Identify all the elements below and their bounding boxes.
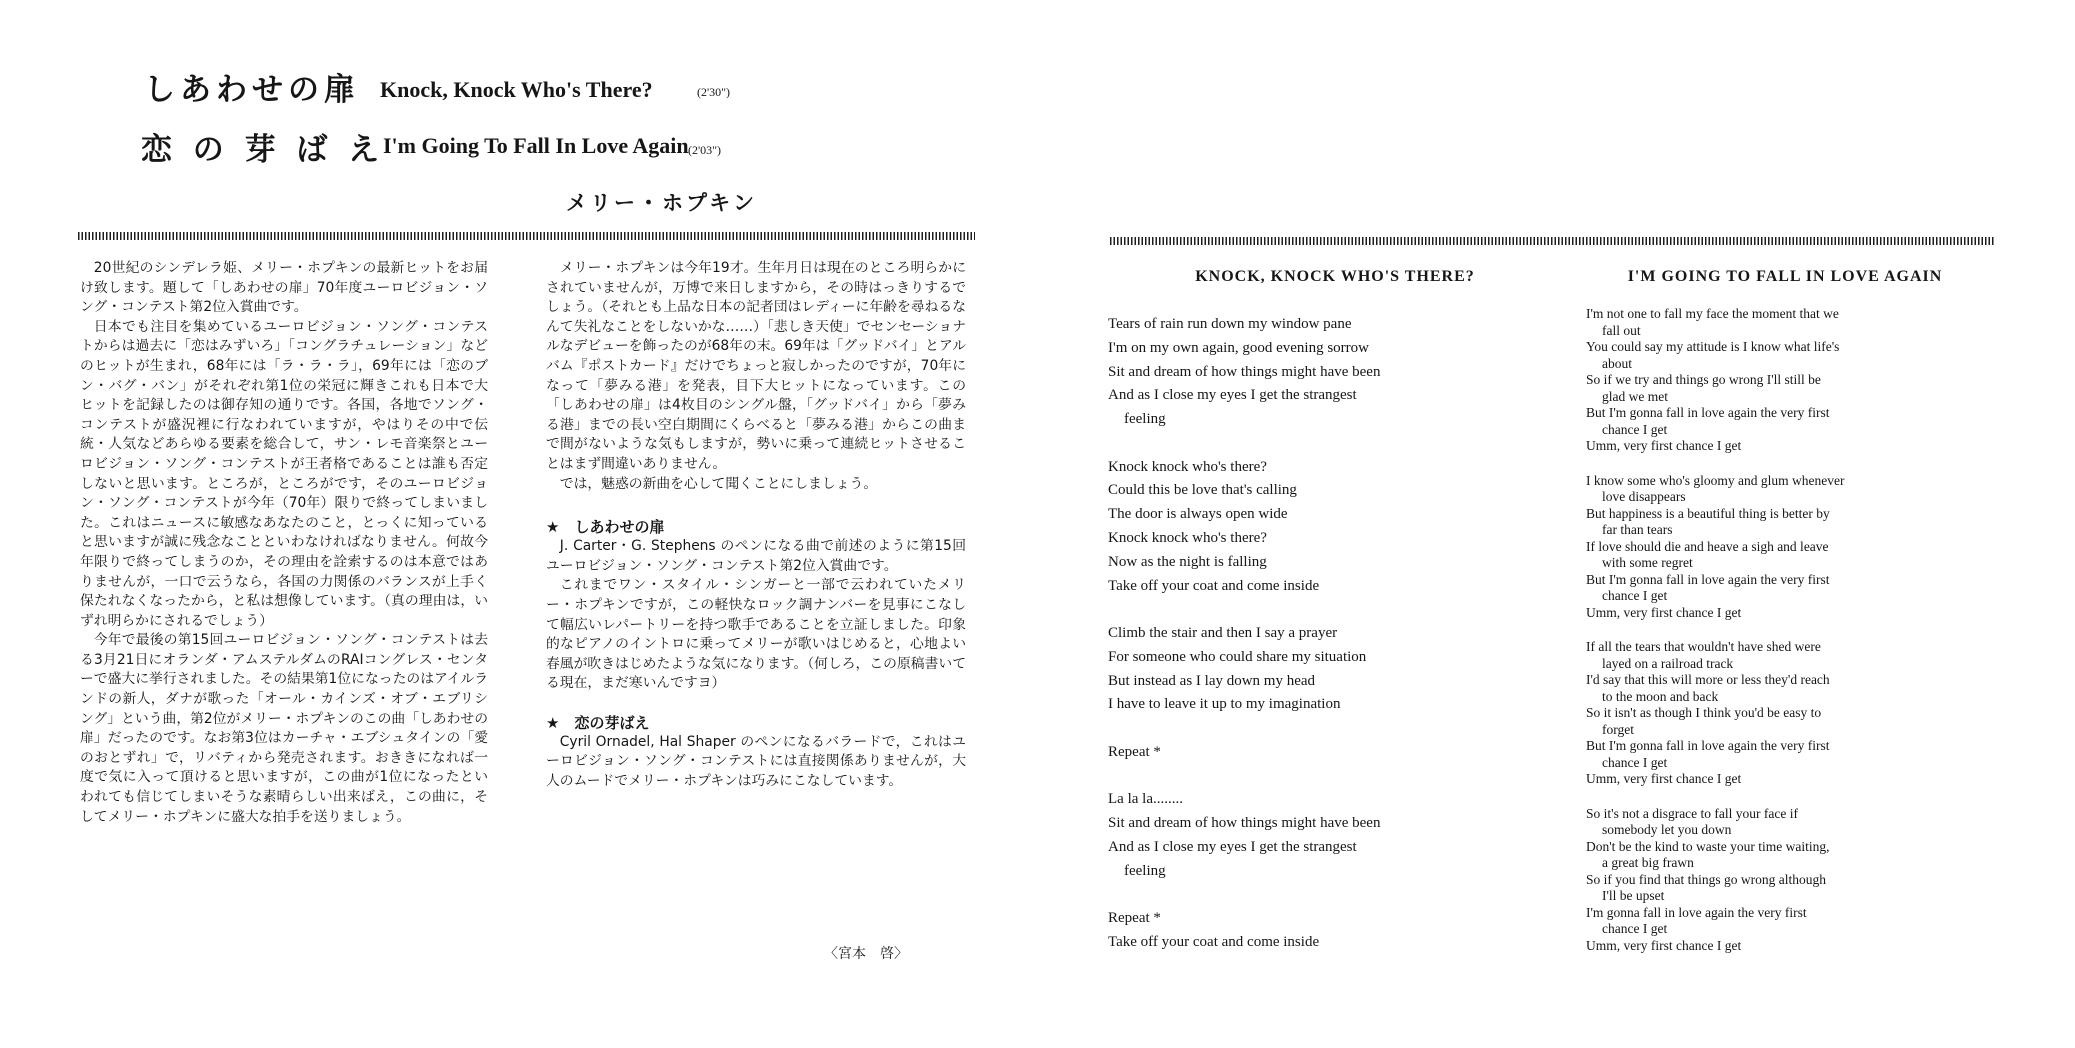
liner-para: 今年で最後の第15回ユーロビジョン・ソング・コンテストは去る3月21日にオランダ・アムステルダムのRAIコングレス・センターで盛大に挙行されました。その結果第1位になったのはアイルランドの新人，ダナが歌った「オール・カインズ・オブ・エブリシング」という曲，第2位がメリー・ホプキンのこの曲「しあわせの扉」だったのです。なお第3位はカーチャ・エブシュタインの「愛のおとずれ」で，リバティから発売されます。おききになれば一度で気に入って頂けると思いますが，この曲が1位になったといわれても信じてしまいそうな素晴らしい出来ばえ，この曲に，そしてメリー・ホプキンに盛大な拍手を送りましょう。 (80, 632, 488, 825)
lyric-line: Knock knock who's there? (1108, 529, 1267, 546)
lyric-line: chance I get (1602, 421, 1668, 437)
lyric-line: a great big frawn (1602, 855, 1694, 870)
lyric-line: about (1602, 355, 1632, 371)
song1-en-title: Knock, Knock Who's There? (380, 77, 653, 102)
liner-para: では，魅惑の新曲を心して聞くことにしましょう。 (559, 475, 878, 492)
author-credit: 〈宮本 啓〉 (824, 946, 908, 962)
lyric-line: Sit and dream of how things might have been (1108, 814, 1381, 831)
lyric-line: Umm, very first chance I get (1586, 438, 1742, 453)
lyric-line: Umm, very first chance I get (1586, 604, 1742, 620)
lyric-line: So if we try and things go wrong I'll still be (1586, 372, 1821, 387)
lyric-line: I have to leave it up to my imagination (1108, 696, 1341, 713)
section-para: Cyril Ornadel, Hal Shaper のペンになるバラードで，これはユーロビジョン・ソング・コンテストには直接関係ありませんが，大人のムードでメリー・ホプキンは巧みにこなしています。 (546, 733, 966, 790)
lyric-line: Sit and dream of how things might have been (1108, 363, 1381, 380)
lyric-line: Don't be the kind to waste your time waiting, (1586, 838, 1830, 854)
lyric-line: You could say my attitude is I know what life's (1586, 339, 1840, 354)
lyric-line: I'm gonna fall in love again the very first (1586, 904, 1807, 920)
lyric-line: But I'm gonna fall in love again the very first (1586, 738, 1830, 753)
lyric-line: If all the tears that wouldn't have shed were (1586, 639, 1821, 654)
lyric-line: somebody let you down (1602, 822, 1732, 837)
lyric-line: chance I get (1602, 588, 1668, 603)
lyric-line: Repeat * (1108, 909, 1161, 926)
lyric-line: Repeat * (1108, 743, 1161, 760)
lyric-line: chance I get (1602, 921, 1668, 936)
liner-para: 日本でも注目を集めているユーロビジョン・ソング・コンテストからは過去に「恋はみずいろ」「コングラチュレーション」などのヒットが生まれ，68年には「ラ・ラ・ラ」，69年には「恋のブン・バグ・バン」がそれぞれ第1位の栄冠に輝きこれも日本で大ヒットを記録したのは御存知の通りです。各国，各地でソング・コンテストが盛況裡に行なわれていますが，やはりその中で伝統・人気などあらゆる要素を総合して，サン・レモ音楽祭とユーロビジョン・ソング・コンテストが王者格であることは誰も否定しないと思います。ところが，ところがです，そのユーロビジョン・ソング・コンテストが今年（70年）限りで終ってしまいました。これはニュースに敏感なあなたのこと，とっくに知っていると思いますが誠に残念なことといわなければなりません。何故今年限りで終ってしまうのか，その理由を詮索するのは本意ではありませんが，一口で云うなら，各国の力関係のバランスが上手く保たれなくなったから，と私は想像しています。（真の理由は，いずれ明らかにされるでしょう） (80, 318, 488, 629)
header (0, 0, 1000, 215)
left-divider-rule (78, 232, 975, 240)
lyric-line: to the moon and back (1602, 688, 1719, 704)
lyric-line: For someone who could share my situation (1108, 648, 1367, 665)
lyric-line: forget (1602, 721, 1634, 737)
right-divider-rule (1110, 237, 1994, 245)
lyric-line: Knock knock who's there? (1108, 458, 1267, 475)
lyric-line: But I'm gonna fall in love again the very first (1586, 571, 1830, 587)
lyric-line: So it isn't as though I think you'd be easy to (1586, 705, 1822, 720)
lyric-line: I'm not one to fall my face the moment that we (1586, 306, 1839, 321)
lyric-line: love disappears (1602, 489, 1686, 504)
song1-jp-title: しあわせの扉 (144, 72, 360, 108)
lyric-line: I'm on my own again, good evening sorrow (1108, 339, 1369, 356)
lyric-line: layed on a railroad track (1602, 655, 1734, 671)
lyric-line: La la la........ (1108, 791, 1183, 808)
lyric-line: But I'm gonna fall in love again the very first (1586, 405, 1830, 420)
lyric-line: Could this be love that's calling (1108, 482, 1297, 499)
lyric-line: feeling (1124, 411, 1166, 428)
lyric-line: And as I close my eyes I get the strangest (1108, 838, 1357, 855)
lyric-line: If love should die and heave a sigh and leave (1586, 538, 1829, 554)
lyric-line: So if you find that things go wrong although (1586, 871, 1826, 887)
lyric-line: So it's not a disgrace to fall your face if (1586, 805, 1798, 821)
lyric-line: with some regret (1602, 555, 1693, 570)
liner-para: メリー・ホプキンは今年19才。生年月日は現在のところ明らかにされていませんが，万博で来日しますから，その時はっきりするでしょう。（それとも上品な日本の記者団はレディーに年齢を尋ねるなんて失礼なことをしないかな……）「悲しき天使」でセンセーショナルなデビューを飾ったのが68年の末。69年は「グッドバイ」とアルバム『ポストカード』だけでちょっと寂しかったのですが，70年になって「夢みる港」を発表，目下大ヒットになっています。この「しあわせの扉」は4枚目のシングル盤，「グッドバイ」から「夢みる港」までの長い空白期間にくらべると「夢みる港」からこの曲まで間がないような気もしますが，勢いに乗って連続ヒットさせることはまず間違いありません。 (546, 260, 966, 472)
lyrics2-block (1586, 306, 2006, 954)
lyrics1-title: KNOCK, KNOCK WHO'S THERE? (1195, 268, 1475, 285)
lyric-line: But instead as I lay down my head (1108, 672, 1316, 689)
lyric-line: And as I close my eyes I get the strangest (1108, 387, 1357, 404)
lyric-line: I know some who's gloomy and glum whenever (1586, 472, 1845, 488)
lyric-line: Now as the night is falling (1108, 553, 1267, 570)
section-para: これまでワン・スタイル・シンガーと一部で云われていたメリー・ホプキンですが，この軽快なロック調ナンバーを見事にこなして幅広いレパートリーを持つ歌手であることを立証しました。印象的なピアノのイントロに乗ってメリーが歌いはじめると，心地よい春風が吹きはじめたような気になります。（何しろ，この原稿書いてる現在，まだ寒いんですヨ） (546, 577, 966, 692)
lyric-line: Take off your coat and come inside (1108, 933, 1320, 950)
artist-name: メリー・ホプキン (566, 191, 757, 215)
lyric-line: Tears of rain run down my window pane (1108, 316, 1352, 332)
liner-notes-col2 (546, 259, 966, 792)
lyric-line: I'd say that this will more or less they'd reach (1586, 672, 1830, 687)
lyrics1-block (1108, 313, 1578, 955)
section-para: J. Carter・G. Stephens のペンになる曲で前述のように第15回ユーロビジョン・ソング・コンテスト第2位入賞曲です。 (546, 538, 966, 574)
lyric-line: But happiness is a beautiful thing is better by (1586, 505, 1830, 521)
song2-en-title: I'm Going To Fall In Love Again (383, 133, 689, 158)
lyric-line: glad we met (1602, 388, 1668, 404)
song2-jp-title: 恋 の 芽 ば え (141, 132, 385, 168)
liner-para: 20世紀のシンデレラ姫、メリー・ホプキンの最新ヒットをお届け致します。題して「しあわせの扉」70年度ユーロビジョン・ソング・コンテスト第2位入賞曲です。 (80, 260, 488, 316)
song1-duration: (2'30") (697, 85, 731, 99)
lyric-line: fall out (1602, 322, 1641, 338)
lyric-line: I'll be upset (1602, 888, 1665, 903)
section-heading: ★ 恋の芽ばえ (546, 713, 650, 732)
lyric-line: Umm, very first chance I get (1586, 937, 1742, 953)
lyrics2-title: I'M GOING TO FALL IN LOVE AGAIN (1627, 268, 1943, 285)
section-heading: ★ しあわせの扉 (546, 518, 665, 537)
song2-duration: (2'03") (688, 143, 722, 157)
lyric-line: far than tears (1602, 522, 1673, 537)
liner-notes-col1 (80, 259, 488, 827)
lyric-line: The door is always open wide (1108, 506, 1288, 523)
lyric-line: chance I get (1602, 754, 1668, 770)
lyric-line: Climb the stair and then I say a prayer (1108, 624, 1338, 641)
lyric-line: Take off your coat and come inside (1108, 577, 1320, 594)
lyric-line: Umm, very first chance I get (1586, 771, 1742, 786)
lyric-line: feeling (1124, 862, 1166, 879)
